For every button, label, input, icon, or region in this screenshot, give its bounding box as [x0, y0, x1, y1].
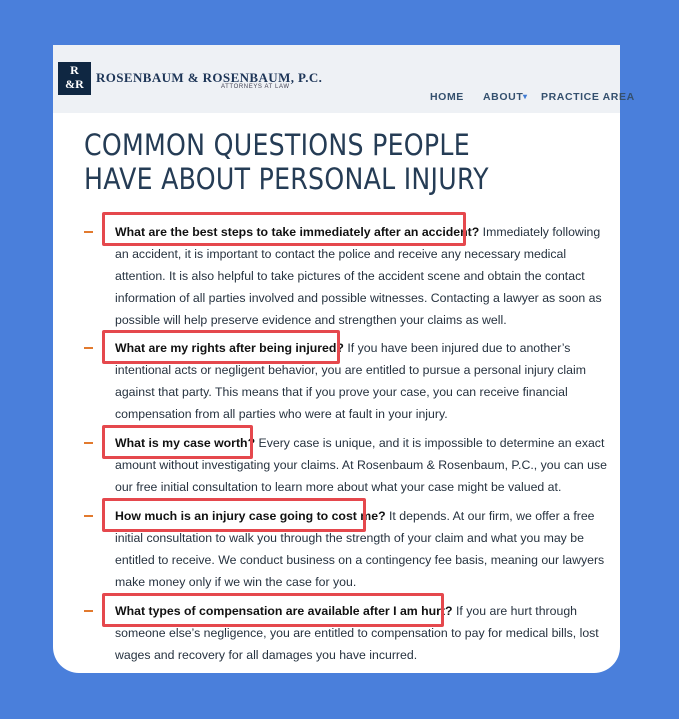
faq-answer: If you are hurt through someone else’s negligence, you are entitled to compensation to pay for medical bills, lost wages and recovery for all damages you have incurred. — [115, 604, 599, 662]
faq-question: How much is an injury case going to cost me? — [115, 509, 386, 523]
firm-logo[interactable] — [58, 62, 91, 95]
nav-item-practice-areas[interactable]: PRACTICE AREA — [541, 91, 635, 103]
bullet-dash — [84, 231, 93, 233]
faq-question: What are my rights after being injured? — [115, 341, 344, 355]
faq-question: What is my case worth? — [115, 436, 256, 450]
question-highlight-box — [102, 212, 466, 246]
faq-answer: It depends. At our firm, we offer a free initial consultation to walk you through the strength of your claim and what you may be entitled to receive. We conduct business on a contingency fee basis, meaning our lawyers make money only if we win the case for you. — [115, 509, 605, 589]
nav-item-home[interactable]: HOME — [430, 91, 464, 103]
faq-question: What types of compensation are available after I am hurt? — [115, 604, 453, 618]
logo-mark-top: R — [70, 63, 79, 77]
page-card — [53, 45, 635, 673]
bullet-dash — [84, 347, 93, 349]
page-title: COMMON QUESTIONS PEOPLE HAVE ABOUT PERSONAL INJURY — [84, 128, 489, 196]
faq-answer: Every case is unique, and it is impossible to determine an exact amount without investigating your claims. At Rosenbaum & Rosenbaum, P.C., you can use our free initial consultation to learn more about what your case might be valued at. — [115, 436, 607, 494]
faq-question: What are the best steps to take immediately after an accident? — [115, 225, 480, 239]
faq-answer: If you have been injured due to another’s intentional acts or negligent behavior, you are entitled to pursue a personal injury claim against that party. This means that if you prove your case, you can receive financial compensation from all parties who were at fault in your injury. — [115, 341, 586, 421]
site-header — [53, 45, 635, 113]
faq-answer: Immediately following an accident, it is important to contact the police and receive any necessary medical attention. It is also helpful to take pictures of the accident scene and obtain the contact information of all parties involved and possible witnesses. Contacting a lawyer as soon as possible will help preserve evidence and strengthen your claims as well. — [115, 225, 602, 327]
question-highlight-box — [102, 330, 340, 364]
question-highlight-box — [102, 593, 444, 627]
question-highlight-box — [102, 425, 256, 459]
bullet-dash — [84, 610, 93, 612]
firm-tagline: ATTORNEYS AT LAW — [221, 84, 290, 90]
bullet-dash — [84, 442, 93, 444]
bullet-dash — [84, 515, 93, 517]
nav-item-about[interactable]: ABOUT — [483, 91, 524, 103]
chevron-down-icon[interactable]: ▾ — [523, 92, 528, 101]
firm-name[interactable]: ROSENBAUM & ROSENBAUM, P.C. — [96, 70, 323, 85]
logo-mark-bottom: &R — [65, 77, 84, 91]
question-highlight-box — [102, 498, 366, 532]
